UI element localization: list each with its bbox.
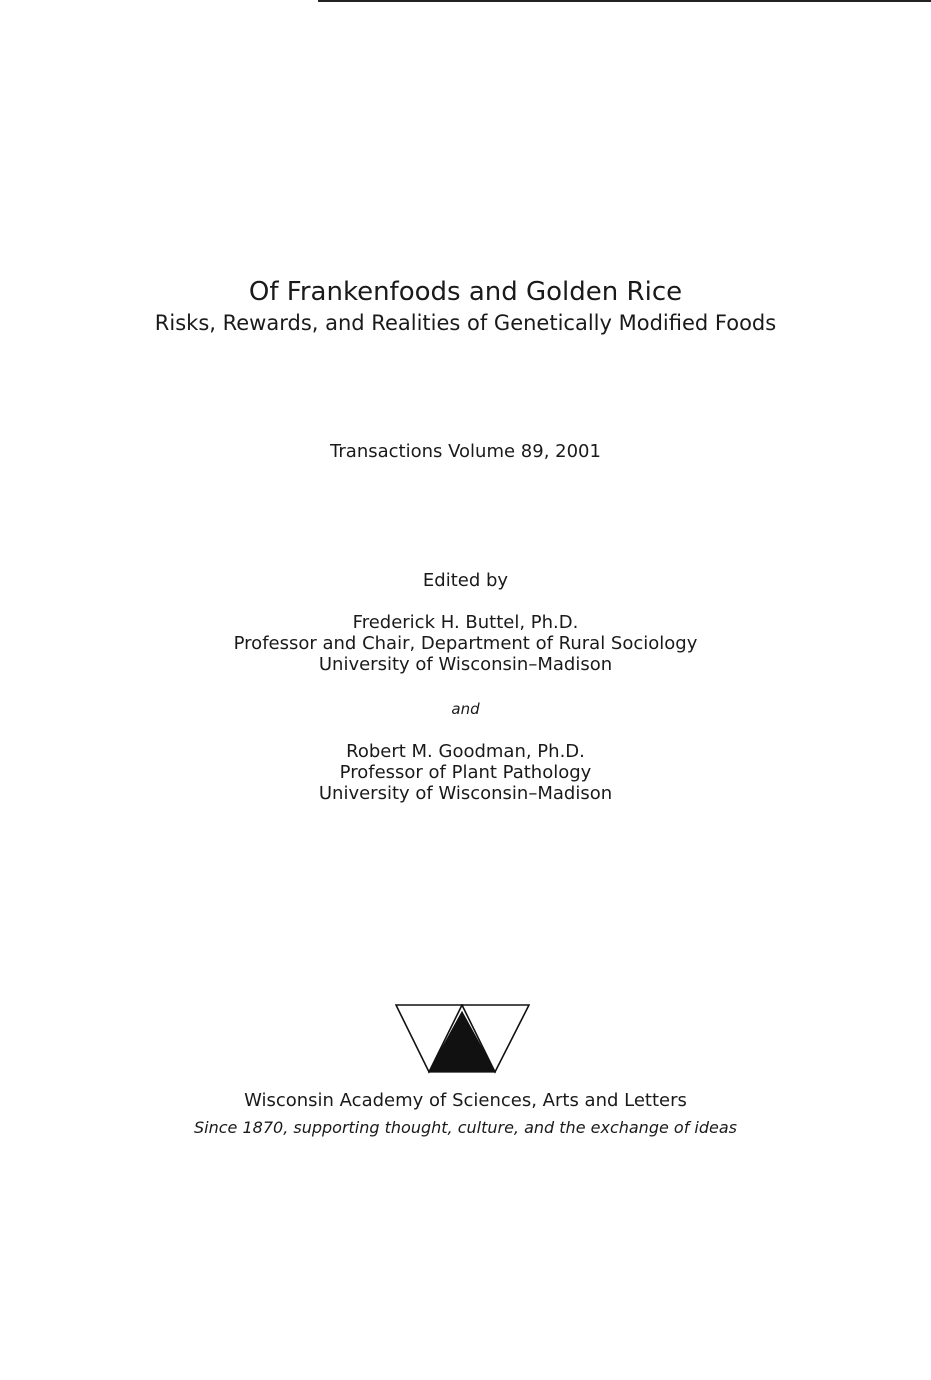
- editor-position: Professor and Chair, Department of Rural Sociology: [233, 633, 698, 654]
- conjunction-and: and: [451, 700, 480, 718]
- editor-name: Robert M. Goodman, Ph.D.: [346, 741, 585, 762]
- top-rule: [318, 0, 931, 2]
- editor-affiliation: University of Wisconsin–Madison: [318, 783, 613, 804]
- editor-block: [0, 612, 931, 675]
- editor-affiliation: University of Wisconsin–Madison: [318, 654, 613, 675]
- publisher-tagline: Since 1870, supporting thought, culture, and the exchange of ideas: [194, 1118, 737, 1137]
- volume-info: Transactions Volume 89, 2001: [330, 441, 601, 462]
- book-subtitle: Risks, Rewards, and Realities of Genetically Modified Foods: [154, 311, 777, 335]
- book-title: Of Frankenfoods and Golden Rice: [248, 277, 683, 307]
- publisher-name: Wisconsin Academy of Sciences, Arts and Letters: [244, 1090, 687, 1111]
- editor-position: Professor of Plant Pathology: [339, 762, 592, 783]
- triangles-logo-icon: [395, 1004, 530, 1074]
- editor-name: Frederick H. Buttel, Ph.D.: [352, 612, 579, 633]
- editor-block: [0, 741, 931, 804]
- edited-by-label: Edited by: [422, 570, 509, 591]
